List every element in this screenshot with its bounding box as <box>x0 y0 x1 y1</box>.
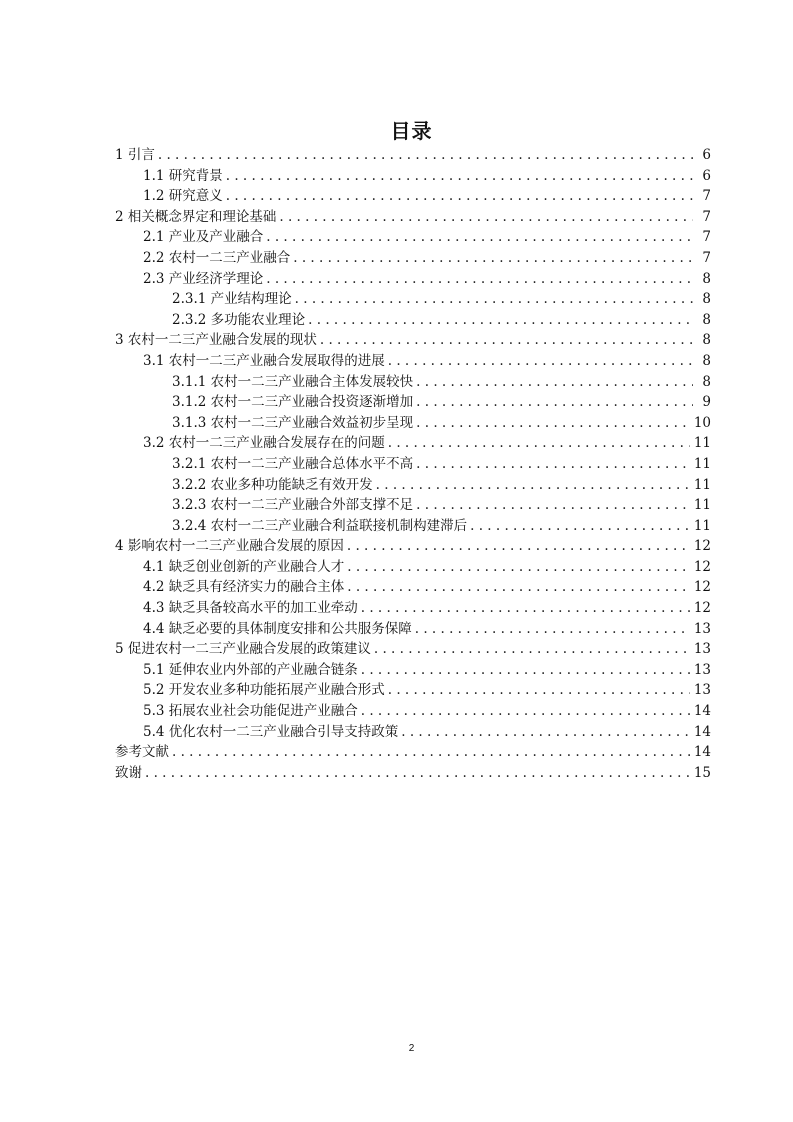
toc-entry-page: 11 <box>693 455 711 472</box>
toc-entry-text: 3.2 农村一二三产业融合发展存在的问题 <box>143 435 385 452</box>
toc-entry-text: 2 相关概念界定和理论基础 <box>115 208 277 225</box>
toc-dot-leader <box>416 372 693 393</box>
toc-dot-leader <box>416 392 693 413</box>
toc-entry[interactable] <box>115 742 711 763</box>
toc-entry-page: 10 <box>693 414 711 431</box>
toc-entry[interactable] <box>115 475 711 496</box>
toc-entry-page: 8 <box>702 291 711 308</box>
toc-entry-page: 7 <box>702 208 711 225</box>
toc-entry[interactable] <box>115 454 711 475</box>
toc-entry[interactable] <box>115 557 711 578</box>
toc-entry-text: 3.1.1 农村一二三产业融合主体发展较快 <box>172 373 414 390</box>
toc-dot-leader <box>226 166 693 187</box>
toc-entry[interactable] <box>115 330 711 351</box>
toc-dot-leader <box>401 722 690 743</box>
toc-dot-leader <box>388 433 690 454</box>
toc-dot-leader <box>279 207 693 228</box>
toc-dot-leader <box>266 227 693 248</box>
toc-entry-text: 4.2 缺乏具有经济实力的融合主体 <box>143 579 345 596</box>
toc-entry-page: 12 <box>693 558 711 575</box>
toc-entry[interactable] <box>115 577 711 598</box>
toc-dot-leader <box>388 351 693 372</box>
toc-entry-page: 11 <box>693 517 711 534</box>
toc-dot-leader <box>388 680 690 701</box>
toc-entry-text: 4.4 缺乏必要的具体制度安排和公共服务保障 <box>143 620 412 637</box>
toc-entry[interactable] <box>115 680 711 701</box>
toc-dot-leader <box>376 475 690 496</box>
toc-dot-leader <box>415 619 690 640</box>
toc-entry-text: 1.1 研究背景 <box>143 167 223 184</box>
toc-entry-text: 3.1.2 农村一二三产业融合投资逐渐增加 <box>172 394 414 411</box>
toc-entry[interactable] <box>115 536 711 557</box>
toc-entry-page: 14 <box>693 703 711 720</box>
toc-entry-page: 8 <box>702 311 711 328</box>
toc-dot-leader <box>347 557 690 578</box>
toc-entry[interactable] <box>115 372 711 393</box>
toc-dot-leader <box>361 701 690 722</box>
toc-dot-leader <box>266 269 693 290</box>
toc-entry-text: 5.2 开发农业多种功能拓展产业融合形式 <box>143 682 385 699</box>
toc-entry[interactable] <box>115 722 711 743</box>
toc-entry-page: 8 <box>702 270 711 287</box>
toc-entry-text: 1.2 研究意义 <box>143 188 223 205</box>
toc-entry-text: 3.1.3 农村一二三产业融合效益初步呈现 <box>172 414 414 431</box>
toc-entry[interactable] <box>115 269 711 290</box>
toc-entry-text: 4 影响农村一二三产业融合发展的原因 <box>115 538 344 555</box>
toc-entry-text: 3.2.3 农村一二三产业融合外部支撑不足 <box>172 497 414 514</box>
toc-entry[interactable] <box>115 207 711 228</box>
toc-dot-leader <box>416 495 690 516</box>
toc-dot-leader <box>347 536 690 557</box>
toc-entry-page: 8 <box>702 373 711 390</box>
toc-dot-leader <box>470 516 690 537</box>
toc-entry-page: 13 <box>693 661 711 678</box>
toc-entry-page: 12 <box>693 579 711 596</box>
toc-dot-leader <box>320 330 693 351</box>
toc-entry-text: 3.2.2 农业多种功能缺乏有效开发 <box>172 476 373 493</box>
toc-dot-leader <box>172 742 690 763</box>
toc-entry-page: 7 <box>702 249 711 266</box>
toc-entry[interactable] <box>115 495 711 516</box>
toc-entry-page: 12 <box>693 538 711 555</box>
toc-entry[interactable] <box>115 619 711 640</box>
toc-entry-text: 5.1 延伸农业内外部的产业融合链条 <box>143 661 358 678</box>
toc-dot-leader <box>145 763 690 784</box>
toc-entry-page: 11 <box>693 497 711 514</box>
toc-entry-text: 3.1 农村一二三产业融合发展取得的进展 <box>143 352 385 369</box>
toc-entry-text: 3.2.4 农村一二三产业融合利益联接机制构建滞后 <box>172 517 468 534</box>
toc-entry-page: 11 <box>693 435 711 452</box>
toc-entry-page: 11 <box>693 476 711 493</box>
toc-entry[interactable] <box>115 186 711 207</box>
toc-dot-leader <box>226 186 693 207</box>
toc-entry-text: 4.1 缺乏创业创新的产业融合人才 <box>143 558 345 575</box>
toc-entry[interactable] <box>115 248 711 269</box>
toc-entry[interactable] <box>115 763 711 784</box>
toc-entry-page: 7 <box>702 188 711 205</box>
toc-entry[interactable] <box>115 310 711 331</box>
toc-entry[interactable] <box>115 145 711 166</box>
toc-entry[interactable] <box>115 701 711 722</box>
toc-dot-leader <box>158 145 693 166</box>
toc-dot-leader <box>293 248 693 269</box>
toc-dot-leader <box>347 577 690 598</box>
toc-entry-text: 参考文献 <box>115 744 169 761</box>
toc-entry-page: 8 <box>702 332 711 349</box>
toc-entry[interactable] <box>115 660 711 681</box>
toc-entry-page: 6 <box>702 147 711 163</box>
toc-dot-leader <box>416 413 690 434</box>
toc-entry-page: 6 <box>702 167 711 184</box>
toc-entry[interactable] <box>115 516 711 537</box>
toc-entry[interactable] <box>115 289 711 310</box>
toc-dot-leader <box>361 598 690 619</box>
toc-dot-leader <box>361 660 690 681</box>
toc-entry-text: 5.4 优化农村一二三产业融合引导支持政策 <box>143 723 399 740</box>
toc-entry-page: 13 <box>693 641 711 658</box>
toc-entry-page: 14 <box>693 744 711 761</box>
toc-entry-page: 13 <box>693 620 711 637</box>
toc-entry-page: 12 <box>693 600 711 617</box>
toc-entry-page: 8 <box>702 352 711 369</box>
toc-entry-page: 15 <box>693 764 711 781</box>
toc-dot-leader <box>295 289 693 310</box>
toc-entry[interactable] <box>115 351 711 372</box>
toc-entry[interactable] <box>115 166 711 187</box>
toc-entry-text: 2.2 农村一二三产业融合 <box>143 249 291 266</box>
toc-entry-text: 1 引言 <box>115 147 155 163</box>
toc-entry-page: 9 <box>702 394 711 411</box>
toc-dot-leader <box>374 639 690 660</box>
toc-dot-leader <box>308 310 693 331</box>
toc-entry-text: 2.1 产业及产业融合 <box>143 229 264 246</box>
toc-list <box>115 145 711 783</box>
toc-entry[interactable] <box>115 392 711 413</box>
page-number: 2 <box>408 1043 415 1054</box>
toc-entry-text: 2.3.1 产业结构理论 <box>172 291 292 308</box>
toc-title: 目录 <box>390 119 433 143</box>
toc-entry-text: 4.3 缺乏具备较高水平的加工业牵动 <box>143 600 358 617</box>
toc-entry-text: 2.3 产业经济学理论 <box>143 270 264 287</box>
toc-entry[interactable] <box>115 413 711 434</box>
toc-entry-text: 2.3.2 多功能农业理论 <box>172 311 306 328</box>
toc-entry[interactable] <box>115 598 711 619</box>
toc-entry-text: 5 促进农村一二三产业融合发展的政策建议 <box>115 641 371 658</box>
toc-entry-text: 致谢 <box>115 764 142 781</box>
toc-dot-leader <box>416 454 690 475</box>
toc-entry[interactable] <box>115 433 711 454</box>
toc-entry-page: 14 <box>693 723 711 740</box>
toc-entry-text: 3.2.1 农村一二三产业融合总体水平不高 <box>172 455 414 472</box>
toc-entry-text: 3 农村一二三产业融合发展的现状 <box>115 332 317 349</box>
toc-entry-page: 7 <box>702 229 711 246</box>
toc-entry-page: 13 <box>693 682 711 699</box>
toc-entry[interactable] <box>115 227 711 248</box>
toc-entry-text: 5.3 拓展农业社会功能促进产业融合 <box>143 703 358 720</box>
toc-entry[interactable] <box>115 639 711 660</box>
